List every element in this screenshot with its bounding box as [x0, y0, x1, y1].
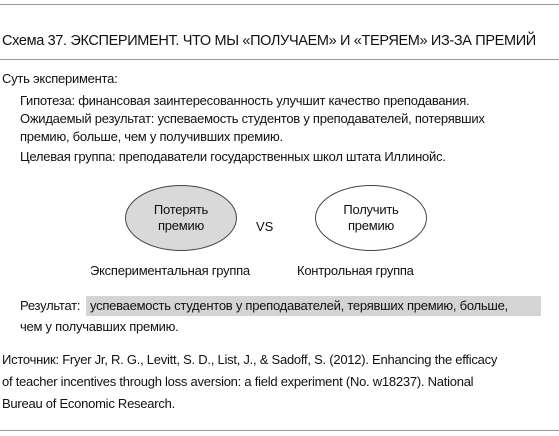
- experimental-node-lose-bonus: Потерять премию: [125, 185, 237, 251]
- experimental-group-caption: Экспериментальная группа: [90, 263, 250, 278]
- figure-title: Схема 37. ЭКСПЕРИМЕНТ. ЧТО МЫ «ПОЛУЧАЕМ» И «ТЕРЯЕМ» ИЗ-ЗА ПРЕМИЙ: [2, 33, 536, 49]
- result-highlighted-text: успеваемость студентов у преподавателей, терявших премию, больше,: [90, 298, 508, 313]
- vs-label: VS: [256, 219, 274, 234]
- bottom-rule: [0, 430, 559, 431]
- expected-result-line-2: премию, больше, чем у получивших премию.: [20, 129, 283, 144]
- source-line-3: Bureau of Economic Research.: [2, 396, 175, 411]
- top-rule: [0, 4, 559, 5]
- target-group-text: Целевая группа: преподаватели государственных школ штата Иллинойс.: [20, 149, 446, 164]
- essence-heading: Суть эксперимента:: [2, 71, 118, 86]
- control-node-get-bonus: Получить премию: [315, 185, 427, 251]
- result-label: Результат:: [20, 298, 81, 313]
- expected-result-line-1: Ожидаемый результат: успеваемость студентов у преподавателей, потерявших: [20, 111, 485, 126]
- result-line-2: чем у получавших премию.: [20, 319, 179, 334]
- source-line-1: Источник: Fryer Jr, R. G., Levitt, S. D., List, J., & Sadoff, S. (2012). Enhancing the efficacy: [2, 352, 498, 367]
- hypothesis-text: Гипотеза: финансовая заинтересованность улучшит качество преподавания.: [20, 93, 470, 108]
- title-rule: [0, 59, 559, 60]
- control-group-caption: Контрольная группа: [297, 263, 414, 278]
- source-line-2: of teacher incentives through loss aversion: a field experiment (No. w18237). National: [2, 374, 474, 389]
